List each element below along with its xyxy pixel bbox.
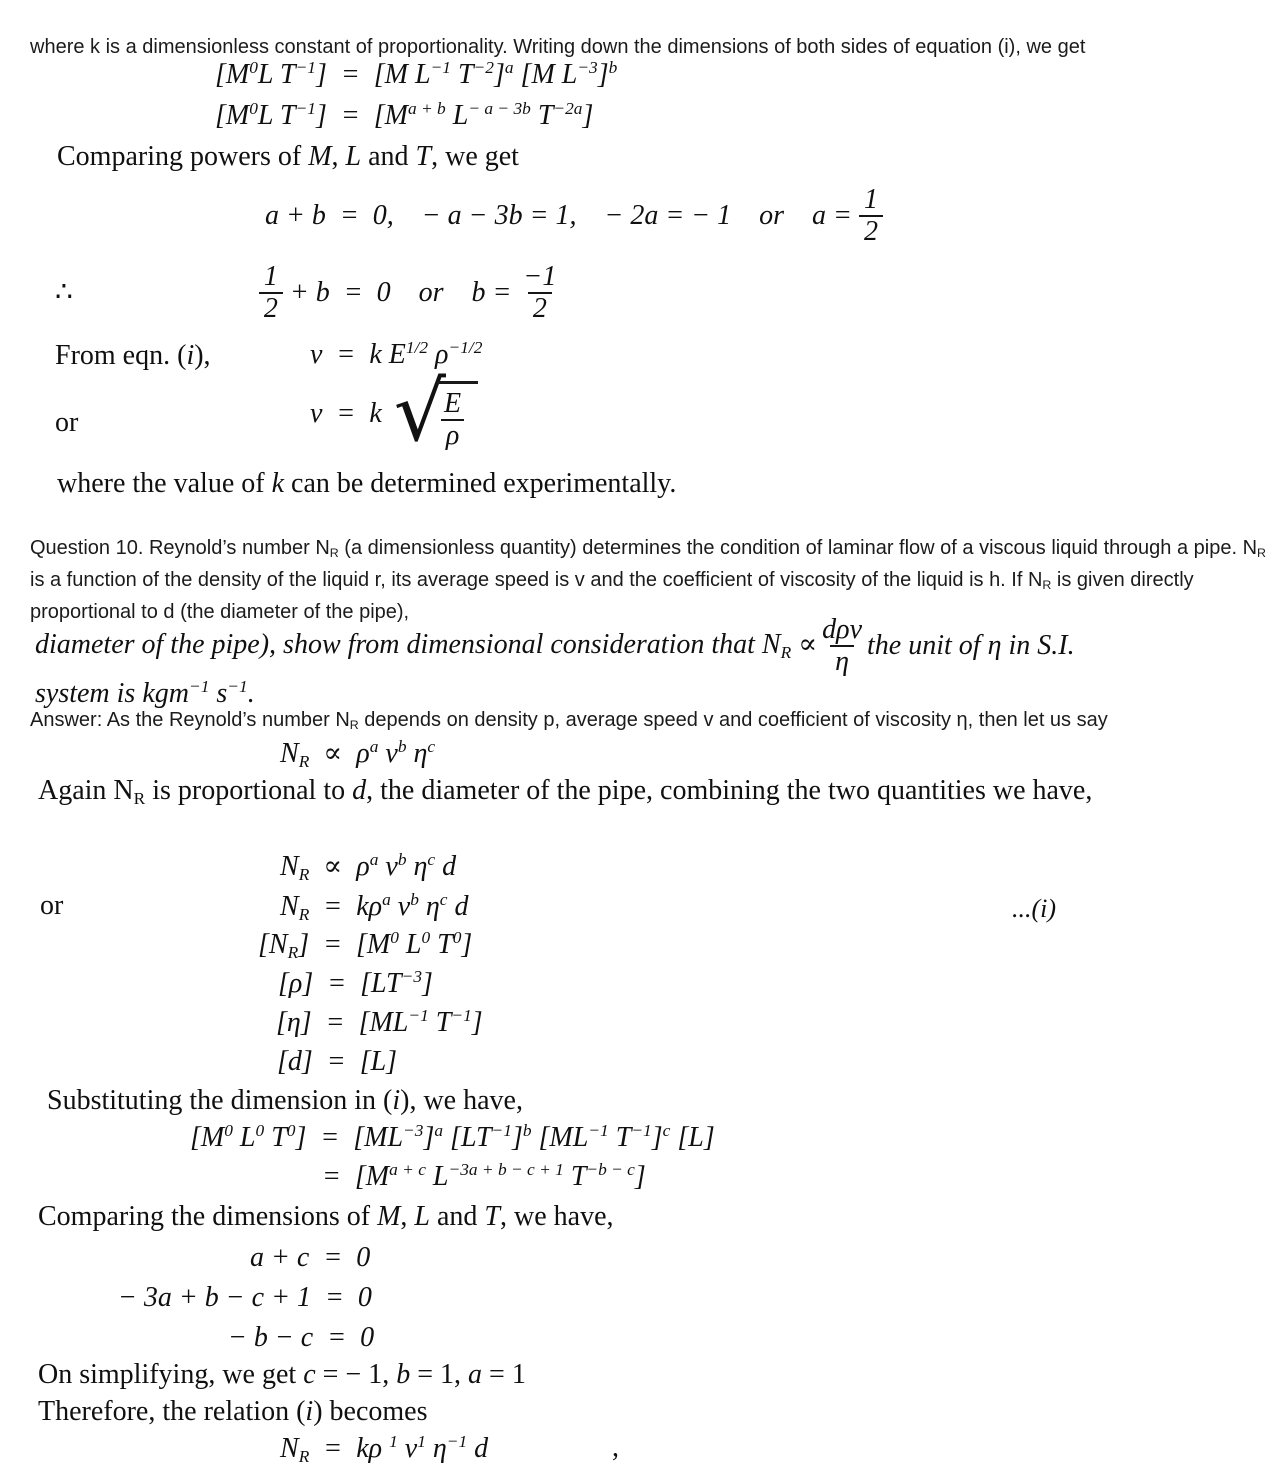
fraction-numerator: dρv (822, 614, 863, 645)
powers-equation-row (265, 185, 883, 247)
fraction-numerator: 1 (863, 184, 878, 215)
restatement-line-2: system is kgm$^{-1}$ $s^{-1}$. (35, 677, 255, 709)
fraction-denominator: 2 (259, 292, 283, 324)
fraction-denominator: ρ (441, 419, 464, 451)
velocity-equation-2-row (310, 365, 478, 460)
dimensional-equation-1: [$M^0L$ $T^{-1}] = [M$ $L^{-1}$ $T^{-2}]^a$ [M $L^{-3}]^b$ (215, 58, 618, 90)
fraction-numerator: 1 (263, 261, 278, 292)
therefore-row (55, 262, 561, 324)
half-fraction (259, 262, 283, 324)
fraction-denominator: 2 (528, 292, 552, 324)
substituted-equation-2: = [$M^{a + c}$ $L^{-3a + b - c + 1}$ $T^{-b - c}$] (322, 1160, 646, 1192)
fraction-denominator: η (830, 645, 854, 677)
answer-intro: Answer: As the Reynold’s number $N_R$ depends on density p, average speed v and coefficient of viscosity η, then let us say (30, 709, 1108, 733)
linear-equation-2: − 3a + b − c + 1 = 0 (118, 1282, 372, 1313)
neg-half-fraction (518, 262, 561, 324)
proportionality-2: $N_R \propto \rho^a$ $v^b$ $\eta^c$ d (280, 850, 457, 884)
a-value-fraction (859, 185, 883, 247)
equation-i: $N_R = k\rho^a$ $v^b$ $\eta^c$ d (280, 890, 469, 924)
substituted-equation-1: [$M^0$ $L^0$ $T^0] = [ML^{-3}]^a$ $[LT^{-1}]^b$ [$ML^{-1}$ $T^{-1}]^c$ [L] (190, 1121, 715, 1153)
simplify-text: On simplifying, we get c = − 1, b = 1, a = 1 (38, 1359, 526, 1390)
proportionality-1: $N_R \propto \rho^a$ $v^b$ $\eta^c$ (280, 737, 436, 771)
conclusion-text: Therefore, the relation (i) becomes (38, 1396, 428, 1427)
from-eqn-label: From eqn. (i), (55, 340, 211, 371)
reynolds-fraction (817, 615, 867, 677)
or-label-2: or (40, 890, 64, 921)
energy-density-fraction (439, 389, 466, 451)
trailing-comma: , (612, 1432, 619, 1463)
comparing-powers-text: Comparing powers of M, L and T, we get (57, 141, 519, 172)
restatement-prefix: diameter of the pipe), show from dimensional consideration that $N_R$ ∝ (35, 628, 818, 662)
dimension-of-d: [d] = [L] (277, 1046, 398, 1077)
linear-equation-1: a + c = 0 (250, 1242, 371, 1273)
comparing-dimensions-text: Comparing the dimensions of M, L and T, we have, (38, 1201, 614, 1232)
velocity-equation-2-prefix: v = k (310, 397, 382, 429)
radical-sign-icon: √ (393, 365, 447, 460)
velocity-equation-1: v = k $E^{1/2}$ $\rho^{-1/2}$ (310, 338, 483, 370)
fraction-denominator: 2 (859, 215, 883, 247)
equation-i-reference: ...(i) (1012, 894, 1057, 923)
fraction-numerator: −1 (523, 261, 557, 292)
b-equation-text: + b = 0 or b = (282, 277, 519, 309)
square-root (393, 365, 478, 460)
radicand (437, 381, 478, 451)
final-equation: $N_R = k\rho$ $^1$ $v^1$ $\eta^{-1}$ d (280, 1432, 489, 1466)
dimension-of-eta: $[\eta] = [ML^{-1}$ $T^{-1}$] (276, 1006, 483, 1038)
dimensional-equation-2: [$M^0L$ $T^{-1}] = [M^{a + b}$ $L^{- a - 3b}$ $T^{-2a}$] (215, 99, 594, 131)
substituting-text: Substituting the dimension in (i), we have, (47, 1085, 523, 1116)
powers-equation-text: a + b = 0, − a − 3b = 1, − 2a = − 1 or a = (265, 200, 859, 232)
intro-sentence: where k is a dimensionless constant of proportionality. Writing down the dimensions of both sides of equation (i), we get (30, 36, 1086, 58)
question-10-statement: Question 10. Reynold’s number $N_R$ (a dimensionless quantity) determines the condition of laminar flow of a viscous liquid through a pipe. $N_R$ is a function of the density of the liquid r, its average speed is v and the coefficient of viscosity of the liquid is h. If $N_R$ is given directly proportional to d (the diameter of the pipe), (30, 537, 1266, 623)
linear-equation-3: − b − c = 0 (228, 1322, 375, 1353)
dimension-of-rho: $[\rho] = [LT^{-3}]$ (278, 967, 433, 999)
restatement-suffix: the unit of η in S.I. (867, 630, 1075, 662)
fraction-numerator: E (444, 388, 462, 419)
therefore-symbol: ∴ (55, 277, 73, 309)
derivation-conclusion: where the value of k can be determined experimentally. (57, 468, 677, 499)
or-label: or (55, 407, 79, 438)
dimension-of-nr: $[N_R] = [M^0$ $L^0$ $T^0$] (258, 928, 473, 962)
question-10-restatement (35, 615, 1075, 677)
again-paragraph: Again $N_R$ is proportional to d, the diameter of the pipe, combining the two quantities we have, (38, 775, 1093, 808)
